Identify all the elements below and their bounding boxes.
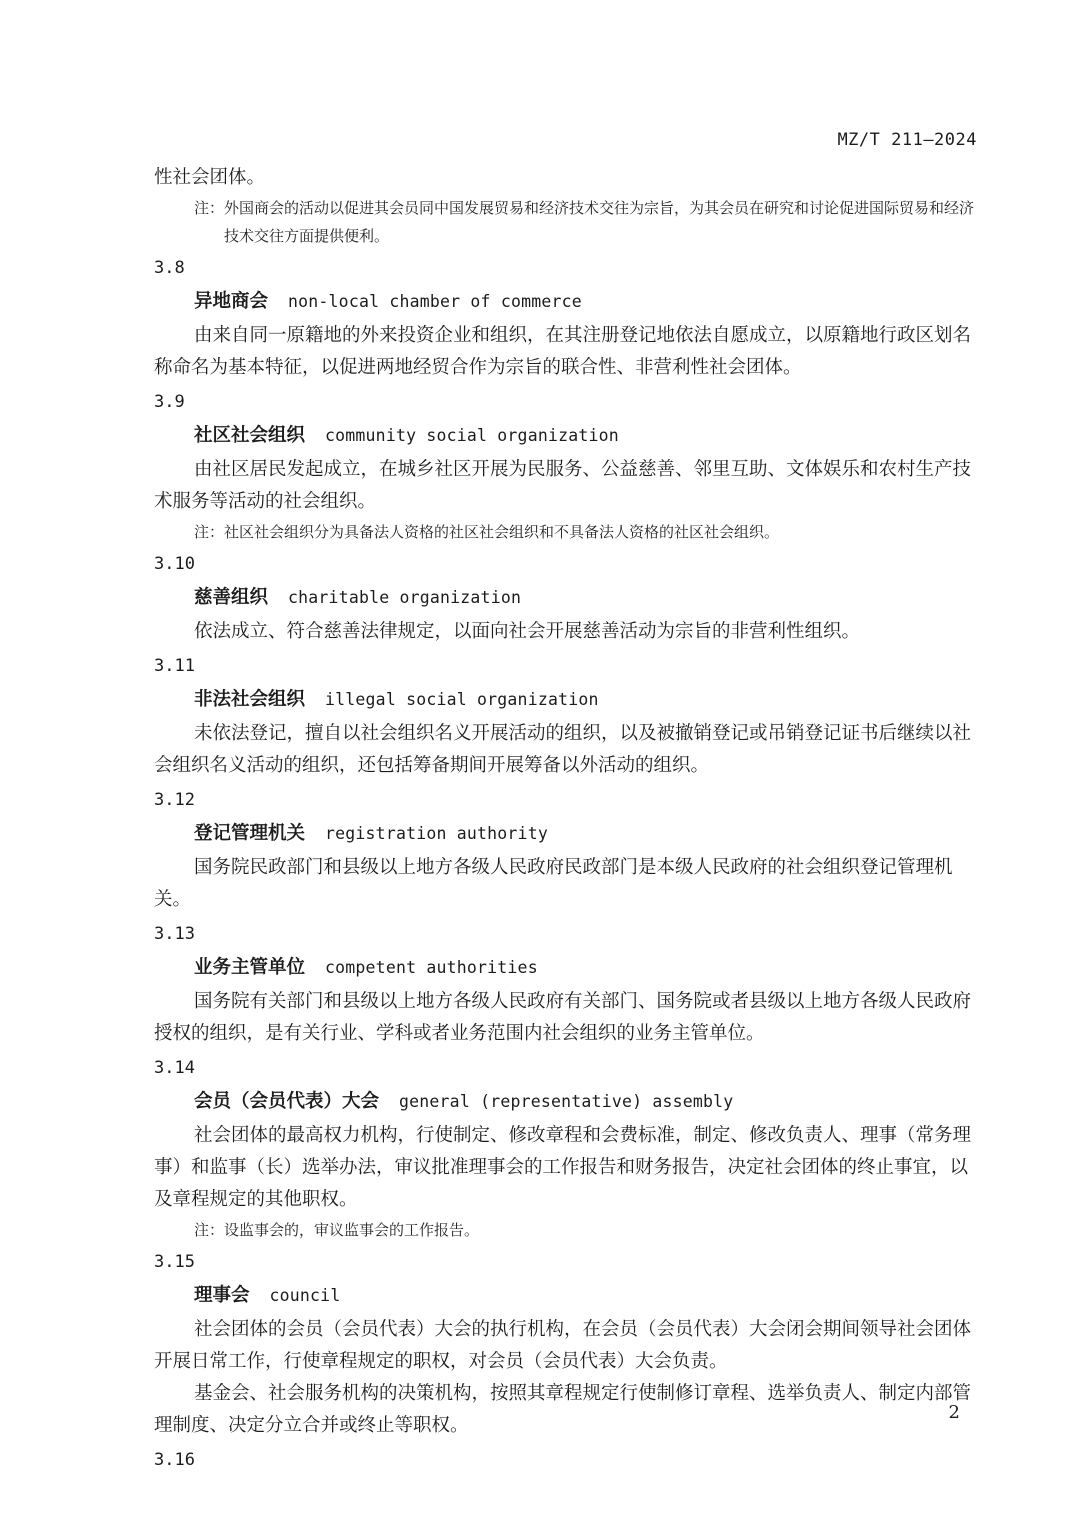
term-chinese: 异地商会	[194, 291, 269, 312]
clause-number: 3.15	[154, 1252, 195, 1272]
term-entry	[154, 384, 980, 546]
term-heading	[154, 286, 980, 318]
definition-list	[154, 616, 980, 648]
clause-number: 3.9	[154, 392, 185, 412]
term-entry	[154, 782, 980, 916]
clause-number: 3.13	[154, 924, 195, 944]
lead-note: 注：外国商会的活动以促进其会员同中国发展贸易和经济技术交往为宗旨，为其会员在研究和讨论促进国际贸易和经济技术交往方面提供便利。	[194, 199, 975, 245]
lead-paragraph: 性社会团体。	[154, 167, 266, 188]
term-entry	[154, 1050, 980, 1244]
definition-paragraph: 基金会、社会服务机构的决策机构，按照其章程规定行使制修订章程、选举负责人、制定内部管理制度、决定分立合并或终止等职权。	[154, 1383, 972, 1436]
definition-paragraph: 依法成立、符合慈善法律规定，以面向社会开展慈善活动为宗旨的非营利性组织。	[194, 621, 861, 642]
definition-list	[154, 718, 980, 782]
definition-paragraph: 社会团体的会员（会员代表）大会的执行机构，在会员（会员代表）大会闭会期间领导社会团体开展日常工作，行使章程规定的职权，对会员（会员代表）大会负责。	[154, 1319, 972, 1372]
clause-number: 3.14	[154, 1058, 195, 1078]
term-chinese: 社区社会组织	[194, 425, 306, 446]
definition-paragraph: 由来自同一原籍地的外来投资企业和组织，在其注册登记地依法自愿成立，以原籍地行政区划名称命名为基本特征，以促进两地经贸合作为宗旨的联合性、非营利性社会团体。	[154, 325, 972, 378]
term-chinese: 慈善组织	[194, 587, 269, 608]
definition-list	[154, 320, 980, 384]
definition-list	[154, 1314, 980, 1442]
clause-number: 3.12	[154, 790, 195, 810]
clause-number: 3.11	[154, 656, 195, 676]
definition-paragraph: 国务院民政部门和县级以上地方各级人民政府民政部门是本级人民政府的社会组织登记管理机关。	[154, 857, 953, 910]
term-entry	[154, 1244, 980, 1442]
clause-number: 3.10	[154, 554, 195, 574]
term-english: community social organization	[325, 426, 619, 445]
term-entry	[154, 546, 980, 648]
definition-list	[154, 986, 980, 1050]
term-chinese: 理事会	[194, 1285, 250, 1306]
term-chinese: 业务主管单位	[194, 957, 306, 978]
term-heading	[154, 582, 980, 614]
term-english: non-local chamber of commerce	[288, 292, 582, 311]
note-paragraph: 注：社区社会组织分为具备法人资格的社区社会组织和不具备法人资格的社区社会组织。	[194, 523, 780, 541]
page-number: 2	[948, 1402, 960, 1423]
term-heading	[154, 684, 980, 716]
term-chinese: 非法社会组织	[194, 689, 306, 710]
definition-paragraph: 由社区居民发起成立，在城乡社区开展为民服务、公益慈善、邻里互助、文体娱乐和农村生产技术服务等活动的社会组织。	[154, 459, 972, 512]
trailing-clause-number: 3.16	[154, 1450, 195, 1470]
term-heading	[154, 1086, 980, 1118]
definition-paragraph: 国务院有关部门和县级以上地方各级人民政府有关部门、国务院或者县级以上地方各级人民政府授权的组织，是有关行业、学科或者业务范围内社会组织的业务主管单位。	[154, 991, 972, 1044]
terms-list	[154, 250, 980, 1442]
note-list	[154, 518, 980, 546]
definition-paragraph: 社会团体的最高权力机构，行使制定、修改章程和会费标准，制定、修改负责人、理事（常务理事）和监事（长）选举办法，审议批准理事会的工作报告和财务报告，决定社会团体的终止事宜，以及章程规定的其他职权。	[154, 1125, 972, 1210]
note-list	[154, 1216, 980, 1244]
term-entry	[154, 916, 980, 1050]
term-english: general (representative) assembly	[399, 1092, 734, 1111]
term-english: charitable organization	[288, 588, 522, 607]
term-heading	[154, 420, 980, 452]
term-heading	[154, 952, 980, 984]
standard-code: MZ/T 211—2024	[837, 130, 977, 150]
term-english: competent authorities	[325, 958, 538, 977]
note-paragraph: 注：设监事会的，审议监事会的工作报告。	[194, 1221, 480, 1239]
term-entry	[154, 648, 980, 782]
clause-number: 3.8	[154, 258, 185, 278]
term-heading	[154, 1280, 980, 1312]
definition-list	[154, 454, 980, 518]
term-entry	[154, 250, 980, 384]
term-heading	[154, 818, 980, 850]
term-chinese: 登记管理机关	[194, 823, 306, 844]
term-english: council	[269, 1286, 341, 1305]
definition-list	[154, 1120, 980, 1216]
term-chinese: 会员（会员代表）大会	[194, 1091, 380, 1112]
document-body	[154, 162, 980, 1476]
definition-list	[154, 852, 980, 916]
term-english: illegal social organization	[325, 690, 599, 709]
definition-paragraph: 未依法登记，擅自以社会组织名义开展活动的组织，以及被撤销登记或吊销登记证书后继续以社会组织名义活动的组织，还包括筹备期间开展筹备以外活动的组织。	[154, 723, 972, 776]
term-english: registration authority	[325, 824, 548, 843]
